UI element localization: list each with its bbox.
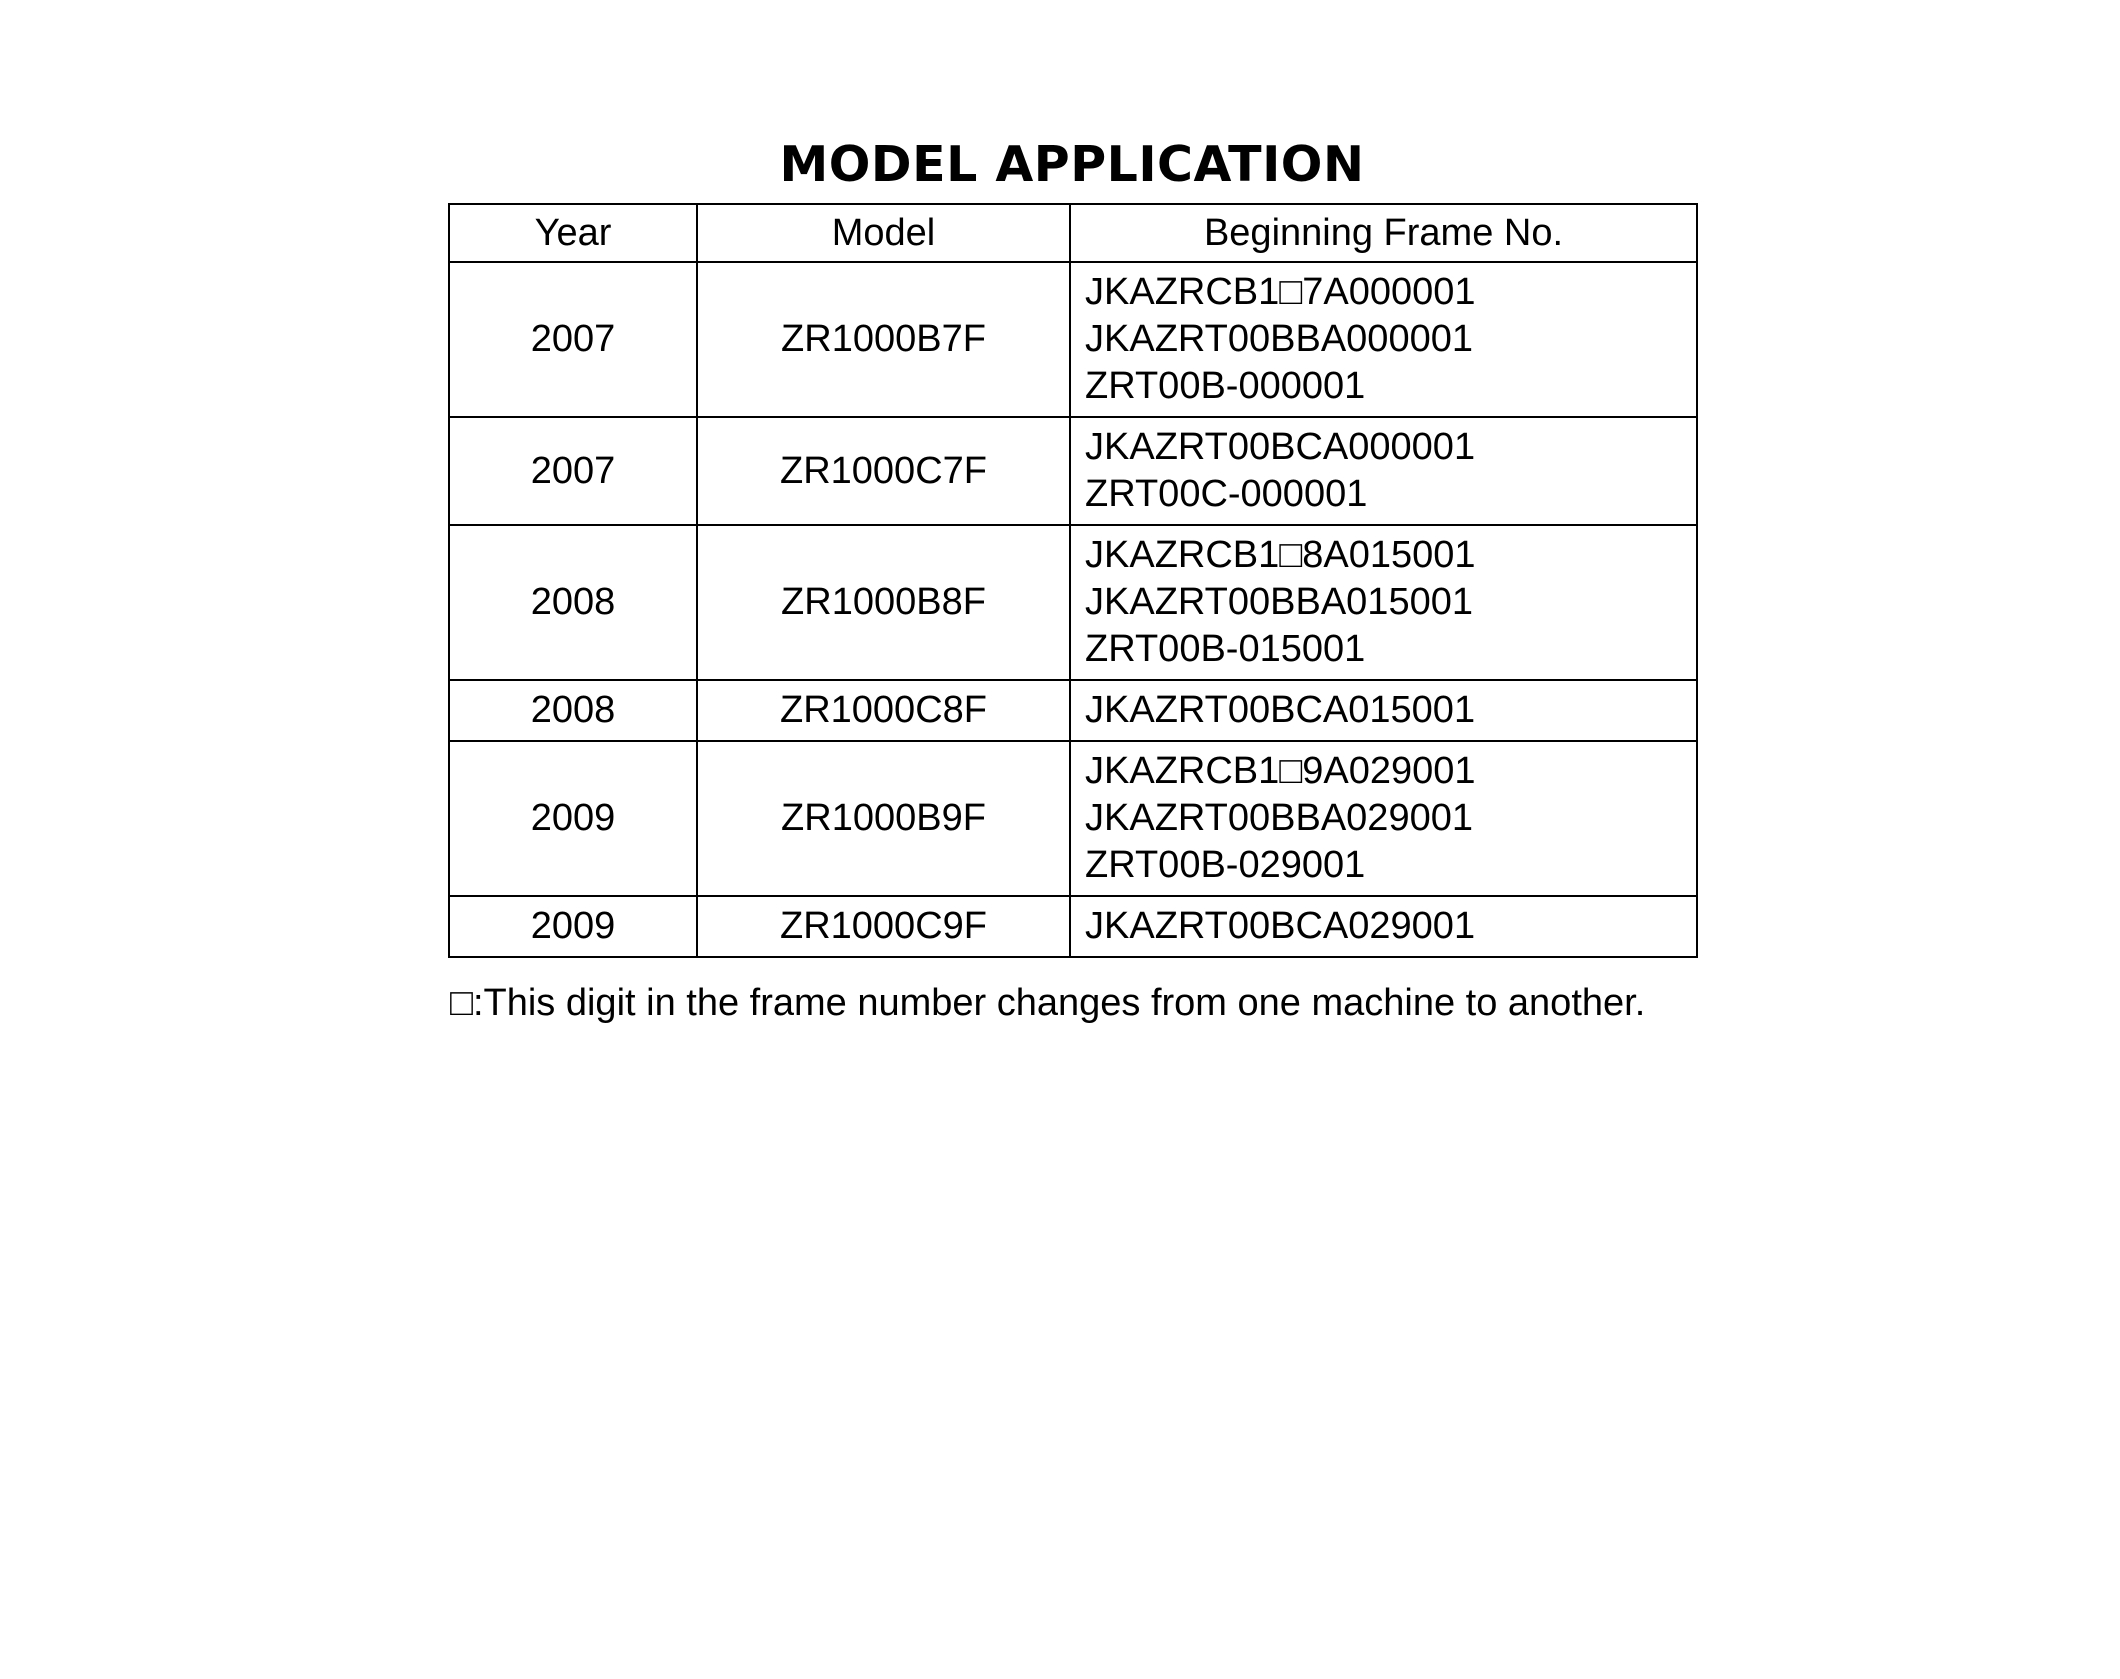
model-cell: ZR1000C7F xyxy=(697,417,1070,525)
frame-number: JKAZRT00BCA015001 xyxy=(1085,689,1476,731)
table-row xyxy=(449,262,1697,417)
table-row xyxy=(449,896,1697,957)
year-cell: 2008 xyxy=(449,680,697,741)
year-cell: 2009 xyxy=(449,896,697,957)
table-row xyxy=(449,741,1697,896)
frame-cell xyxy=(1070,741,1697,896)
frame-number: ZRT00B-000001 xyxy=(1085,365,1366,407)
year-cell: 2008 xyxy=(449,525,697,680)
frame-cell xyxy=(1070,680,1697,741)
frame-number: JKAZRT00BCA029001 xyxy=(1085,905,1476,947)
header-year: Year xyxy=(449,204,697,262)
table-row xyxy=(449,417,1697,525)
frame-cell xyxy=(1070,262,1697,417)
frame-cell xyxy=(1070,896,1697,957)
year-cell: 2009 xyxy=(449,741,697,896)
frame-number: JKAZRT00BBA000001 xyxy=(1085,318,1473,360)
frame-number: JKAZRCB1□8A015001 xyxy=(1085,534,1476,576)
table-row xyxy=(449,525,1697,680)
model-application-table xyxy=(448,203,1698,958)
model-cell: ZR1000B7F xyxy=(697,262,1070,417)
table-row xyxy=(449,680,1697,741)
frame-number: JKAZRCB1□9A029001 xyxy=(1085,750,1476,792)
frame-cell xyxy=(1070,417,1697,525)
frame-number: JKAZRT00BBA029001 xyxy=(1085,797,1473,839)
frame-number: ZRT00B-015001 xyxy=(1085,628,1366,670)
header-beginning-frame-no: Beginning Frame No. xyxy=(1070,204,1697,262)
year-cell: 2007 xyxy=(449,262,697,417)
frame-number: JKAZRT00BCA000001 xyxy=(1085,426,1476,468)
table-header-row xyxy=(449,204,1697,262)
model-cell: ZR1000C9F xyxy=(697,896,1070,957)
frame-number: JKAZRCB1□7A000001 xyxy=(1085,271,1476,313)
model-cell: ZR1000B9F xyxy=(697,741,1070,896)
year-cell: 2007 xyxy=(449,417,697,525)
frame-number: ZRT00C-000001 xyxy=(1085,473,1368,515)
footnote: □:This digit in the frame number changes from one machine to another. xyxy=(450,982,1646,1024)
frame-number: JKAZRT00BBA015001 xyxy=(1085,581,1473,623)
header-model: Model xyxy=(697,204,1070,262)
frame-number: ZRT00B-029001 xyxy=(1085,844,1366,886)
model-cell: ZR1000C8F xyxy=(697,680,1070,741)
frame-cell xyxy=(1070,525,1697,680)
model-cell: ZR1000B8F xyxy=(697,525,1070,680)
page-title: MODEL APPLICATION xyxy=(779,136,1365,193)
